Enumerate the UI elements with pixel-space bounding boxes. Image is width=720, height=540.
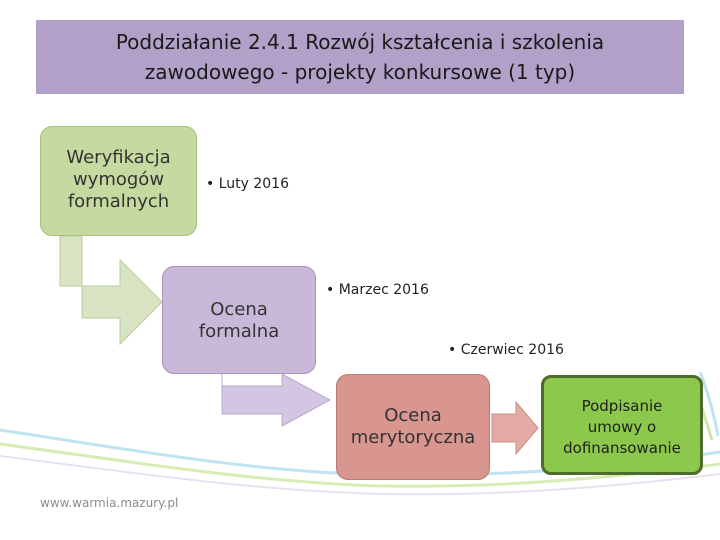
- step-weryfikacja-box: Weryfikacja wymogów formalnych: [40, 126, 197, 236]
- step-ocena-merytoryczna-box: Ocena merytoryczna: [336, 374, 490, 480]
- arrow-step3-to-step4: [492, 402, 538, 454]
- website-url: www.warmia.mazury.pl: [40, 496, 179, 510]
- arrow-step2-to-step3: [222, 374, 330, 426]
- step-podpisanie-umowy-box: Podpisanie umowy o dofinansowanie: [541, 375, 703, 475]
- page-title: Poddziałanie 2.4.1 Rozwój kształcenia i szkolenia zawodowego - projekty konkursowe (1 typ): [115, 30, 605, 84]
- title-banner: [36, 20, 684, 94]
- step-weryfikacja-date: • Luty 2016: [206, 176, 289, 192]
- step-ocena-formalna-date: • Marzec 2016: [326, 282, 429, 298]
- arrow-step1-to-step2: [60, 236, 162, 344]
- step-ocena-merytoryczna-date: • Czerwiec 2016: [448, 342, 564, 358]
- step-ocena-formalna-box: Ocena formalna: [162, 266, 316, 374]
